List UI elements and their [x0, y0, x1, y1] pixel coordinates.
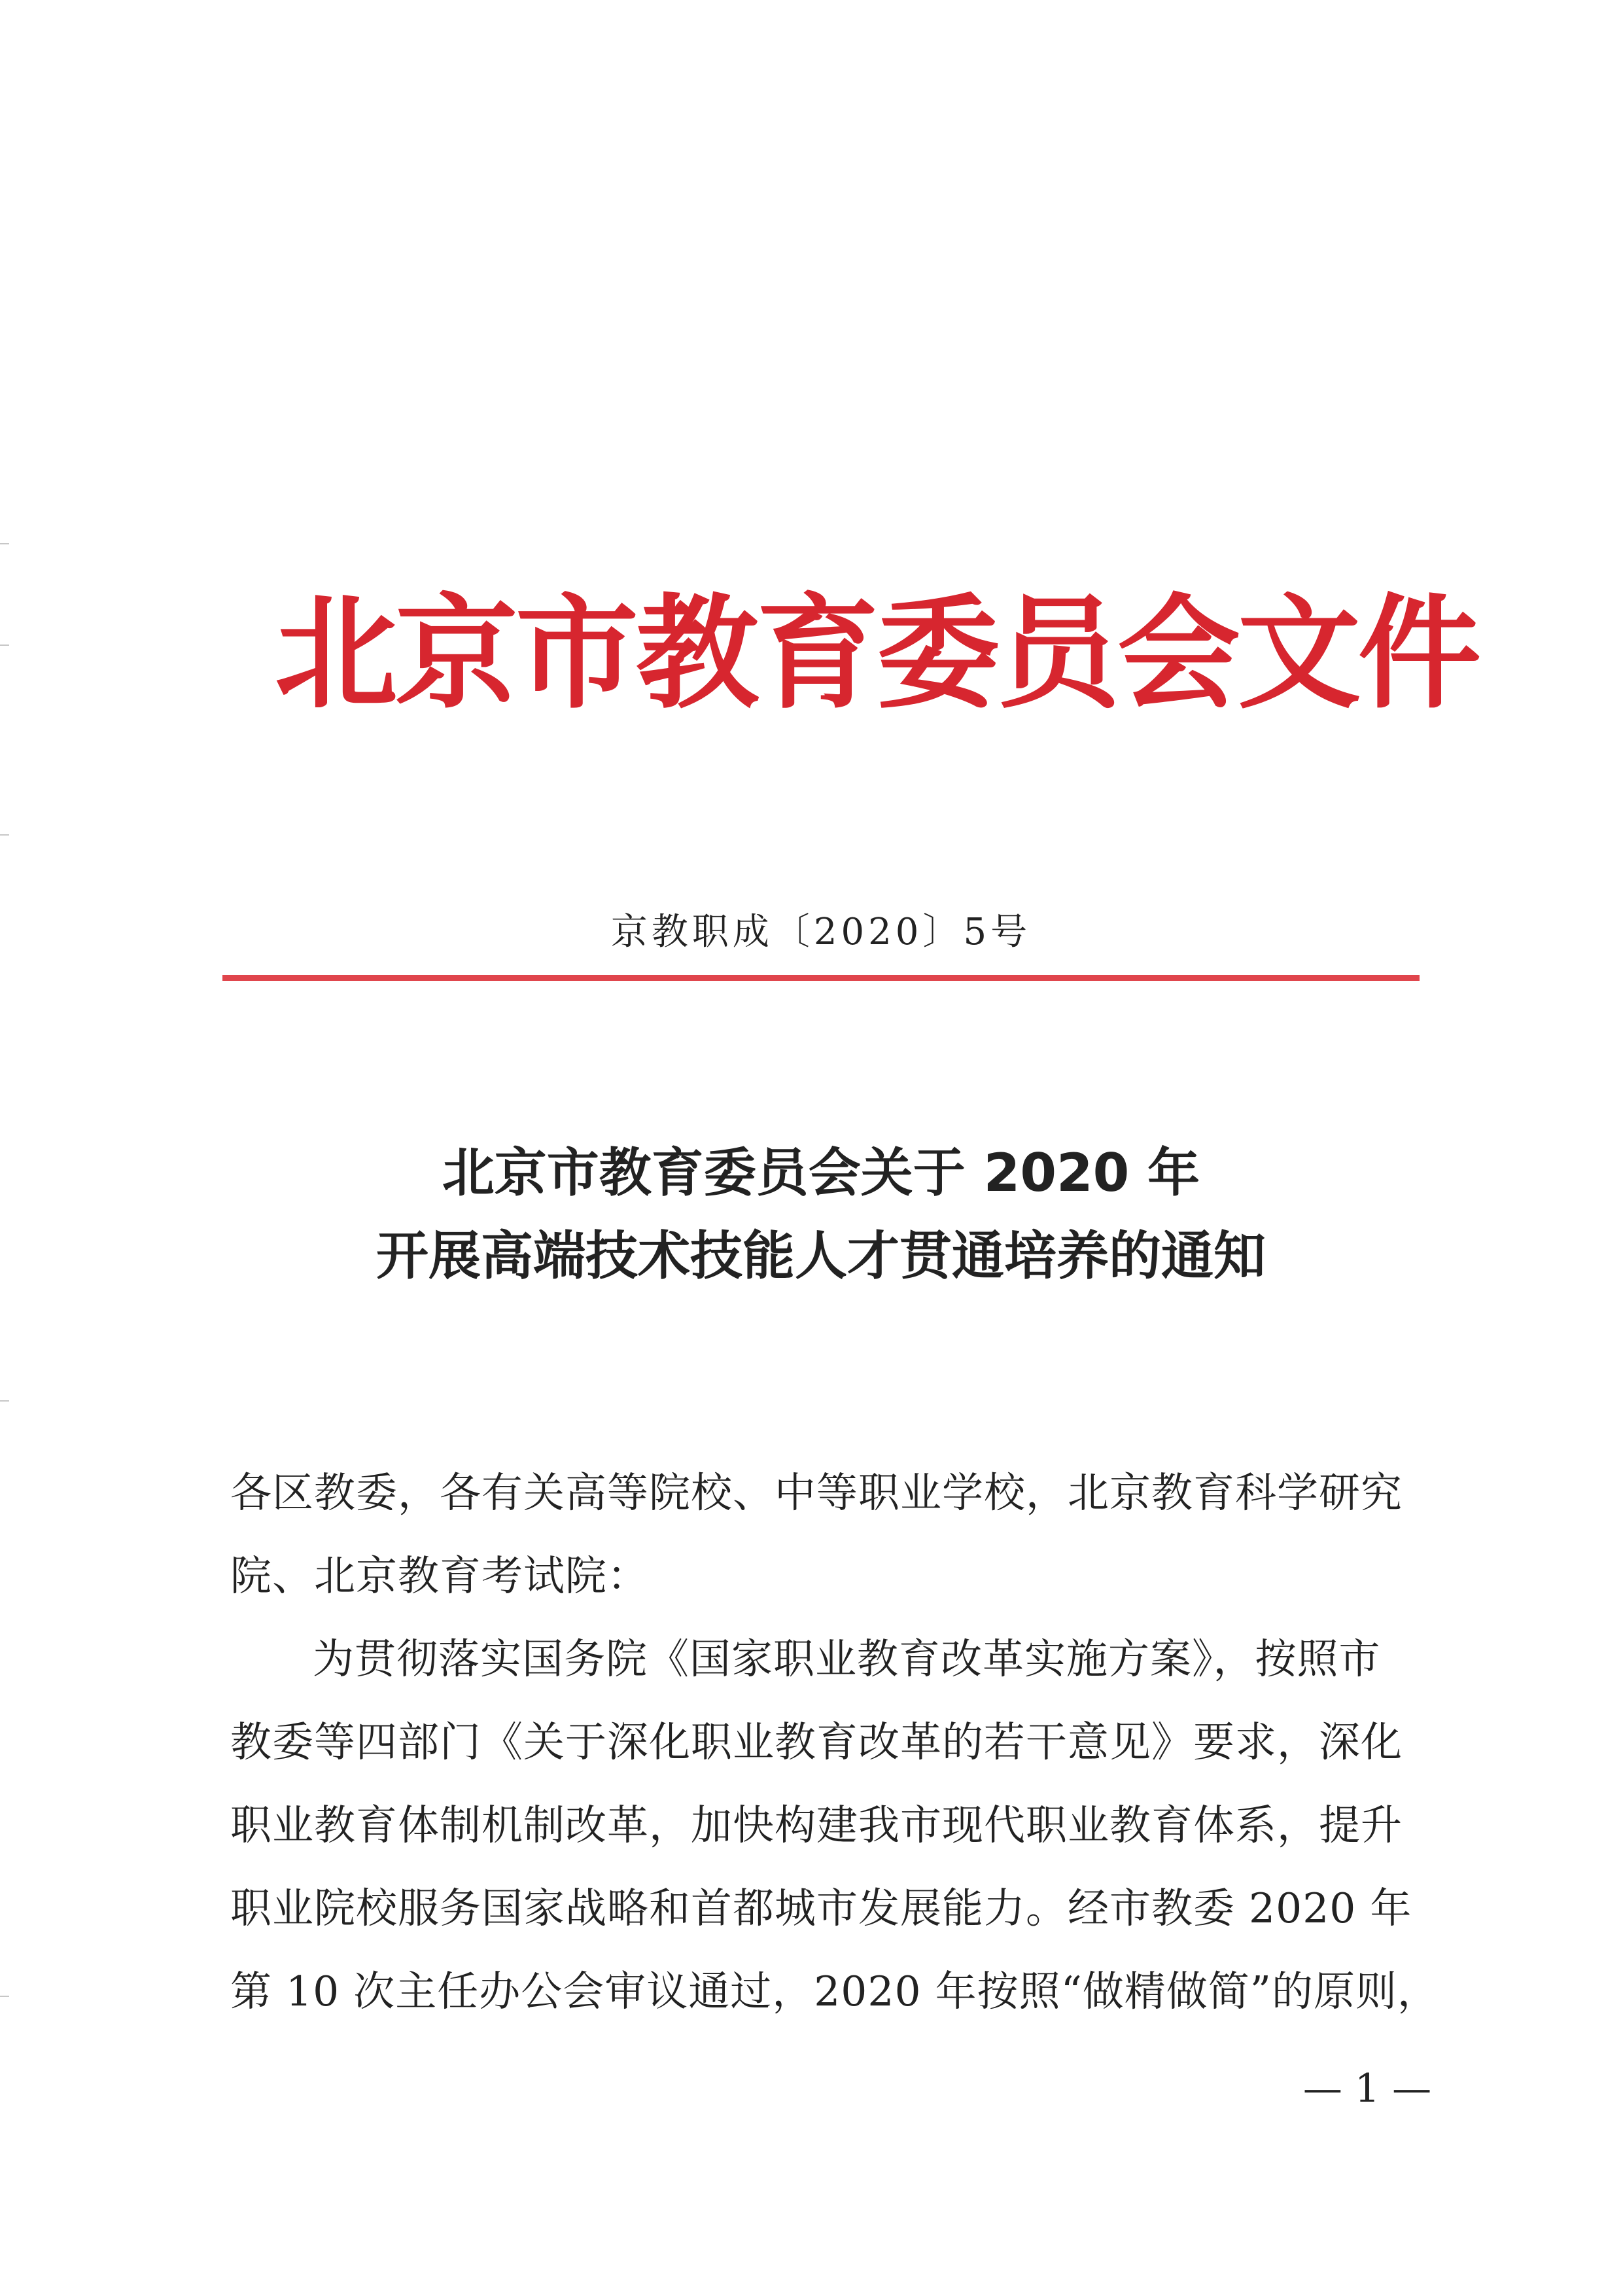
addressee-line-1: 各区教委，各有关高等院校、中等职业学校，北京教育科学研究	[230, 1469, 1403, 1517]
addressee-block	[230, 1451, 1427, 1617]
scan-margin-mark	[0, 645, 9, 646]
paragraph-line-3: 职业教育体制机制改革，加快构建我市现代职业教育体系，提升	[230, 1801, 1403, 1849]
body-paragraph	[230, 1617, 1439, 2033]
red-separator-line	[222, 975, 1420, 981]
paragraph-line-5: 第 10 次主任办公会审议通过，2020 年按照“做精做简”的原则，	[230, 1968, 1439, 2015]
paragraph-line-2: 教委等四部门《关于深化职业教育改革的若干意见》要求，深化	[230, 1718, 1403, 1766]
notice-title-line-2: 开展高端技术技能人才贯通培养的通知	[376, 1226, 1266, 1286]
paragraph-line-1: 为贯彻落实国务院《国家职业教育改革实施方案》，按照市	[313, 1635, 1381, 1683]
notice-title	[222, 1135, 1420, 1301]
scan-margin-mark	[0, 543, 9, 544]
paragraph-line-4: 职业院校服务国家战略和首都城市发展能力。经市教委 2020 年	[230, 1884, 1412, 1932]
issuing-authority-title: 北京市教育委员会文件	[275, 582, 1478, 726]
notice-title-line-1: 北京市教育委员会关于 2020 年	[442, 1142, 1200, 1203]
addressee-line-2: 院、北京教育考试院：	[230, 1552, 649, 1600]
scan-margin-mark	[0, 1400, 9, 1402]
scan-margin-mark	[0, 1996, 9, 1997]
page-number: — 1 —	[1302, 2066, 1432, 2111]
document-number: 京教职成〔2020〕5号	[610, 911, 1032, 953]
scan-margin-mark	[0, 834, 9, 836]
